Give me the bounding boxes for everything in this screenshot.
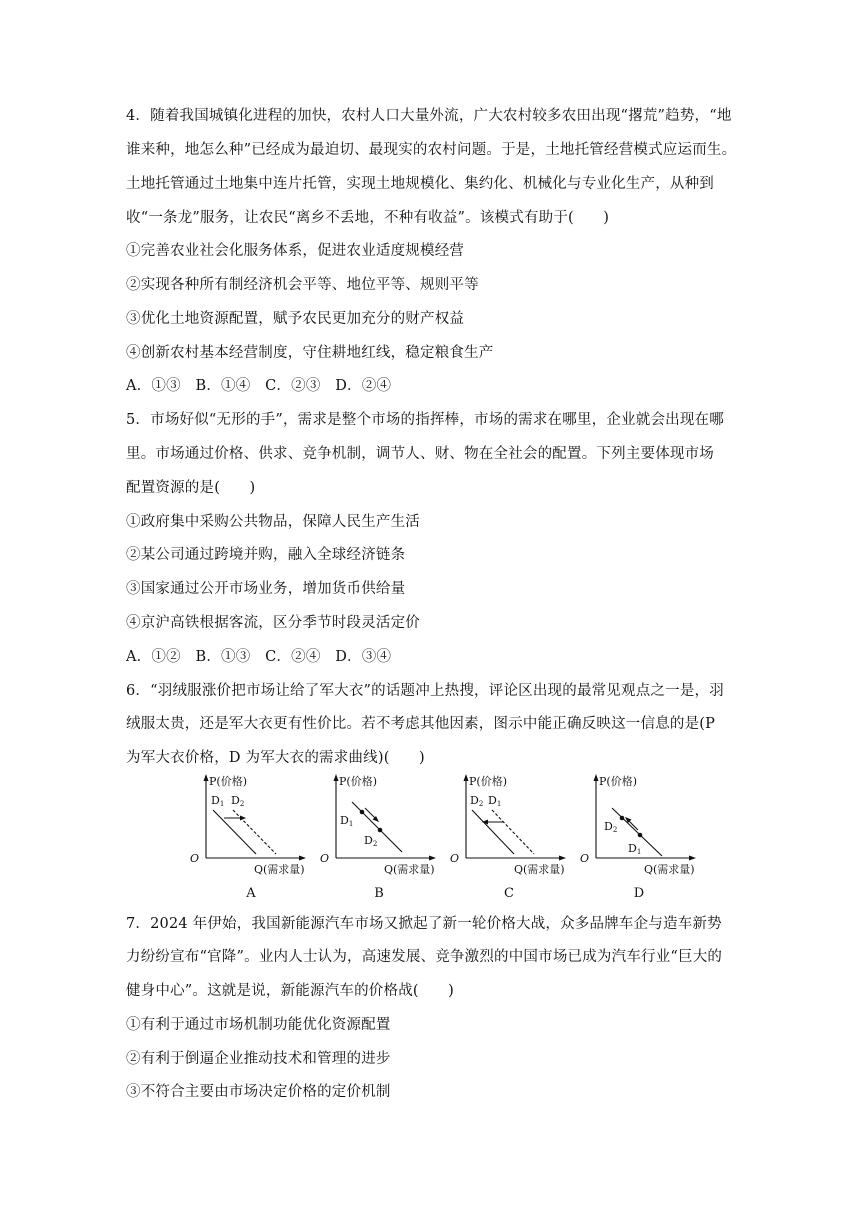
diagram-d xyxy=(576,772,706,904)
diagram-b-svg xyxy=(316,772,446,882)
question-4-stem-line: 收“一条龙”服务，让农民“离乡不丢地，不种有收益”。该模式有助于( ) xyxy=(126,210,610,226)
quantity-axis-arrow xyxy=(299,856,306,861)
d2-label: D2 xyxy=(604,820,618,834)
price-axis-arrow xyxy=(464,774,469,781)
price-axis-label: P(价格) xyxy=(599,775,637,788)
d1-label: D1 xyxy=(211,794,225,808)
quantity-axis-arrow xyxy=(689,856,696,861)
diagram-a xyxy=(186,772,316,904)
question-5-option-3: ③国家通过公开市场业务，增加货币供给量 xyxy=(126,581,406,597)
question-7-stem-line: 健身中心”。这就是说，新能源汽车的价格战( ) xyxy=(126,983,455,999)
origin-label: O xyxy=(190,852,200,865)
d1-label: D1 xyxy=(628,842,642,856)
origin-label: O xyxy=(320,852,330,865)
d1-label: D1 xyxy=(340,814,354,828)
demand-curve-d1 xyxy=(492,810,534,854)
d2-label: D2 xyxy=(470,794,484,808)
diagram-d-caption: D xyxy=(633,886,645,901)
price-axis-label: P(价格) xyxy=(469,775,507,788)
quantity-axis-arrow xyxy=(559,856,566,861)
diagram-b xyxy=(316,772,446,904)
point-d1 xyxy=(638,833,643,838)
diagram-a-svg xyxy=(186,772,316,882)
question-5-stem-line: 配置资源的是( ) xyxy=(126,480,256,496)
point-d2 xyxy=(620,816,625,821)
question-4-stem-line: 4．随着我国城镇化进程的加快，农村人口大量外流，广大农村较多农田出现“撂荒”趋势，“地 xyxy=(126,108,732,124)
d1-label: D1 xyxy=(488,794,502,808)
diagram-d-svg xyxy=(576,772,706,882)
question-7-option-1: ①有利于通过市场机制功能优化资源配置 xyxy=(126,1017,391,1033)
price-axis-label: P(价格) xyxy=(209,775,247,788)
demand-curve-diagrams xyxy=(180,772,700,904)
quantity-axis-label: Q(需求量) xyxy=(644,863,695,876)
demand-curve-d2 xyxy=(472,810,514,854)
question-4-stem-line: 谁来种，地怎么种”已经成为最迫切、最现实的农村问题。于是，土地托管经营模式应运而生。 xyxy=(126,142,737,158)
question-6-stem-line: 为军大衣价格，D 为军大衣的需求曲线)( ) xyxy=(126,750,425,766)
quantity-axis-label: Q(需求量) xyxy=(384,863,435,876)
question-7-option-3: ③不符合主要由市场决定价格的定价机制 xyxy=(126,1084,391,1100)
quantity-axis-label: Q(需求量) xyxy=(514,863,565,876)
d2-label: D2 xyxy=(231,794,245,808)
demand-curve-d2 xyxy=(233,810,276,854)
question-5-stem-line: 里。市场通过价格、供求、竞争机制，调节人、财、物在全社会的配置。下列主要体现市场 xyxy=(126,446,714,462)
d2-label: D2 xyxy=(364,834,378,848)
diagram-c xyxy=(446,772,576,904)
question-6-stem-line: 6．“羽绒服涨价把市场让给了军大衣”的话题冲上热搜，评论区出现的最常见观点之一是，羽 xyxy=(126,683,724,699)
question-5-option-4: ④京沪高铁根据客流，区分季节时段灵活定价 xyxy=(126,615,420,631)
question-4-stem-line: 土地托管通过土地集中连片托管，实现土地规模化、集约化、机械化与专业化生产，从种到 xyxy=(126,176,714,192)
price-axis-label: P(价格) xyxy=(339,775,377,788)
origin-label: O xyxy=(580,852,590,865)
question-4-option-2: ②实现各种所有制经济机会平等、地位平等、规则平等 xyxy=(126,277,479,293)
point-d2 xyxy=(378,828,383,833)
question-5-stem-line: 5．市场好似“无形的手”，需求是整个市场的指挥棒，市场的需求在哪里，企业就会出现在哪 xyxy=(126,412,724,428)
diagram-c-svg xyxy=(446,772,576,882)
quantity-axis-label: Q(需求量) xyxy=(254,863,305,876)
question-5-answer-choices: A．①② B．①③ C．②④ D．③④ xyxy=(126,649,392,665)
question-4-option-3: ③优化土地资源配置，赋予农民更加充分的财产权益 xyxy=(126,311,465,327)
diagram-b-caption: B xyxy=(374,886,384,901)
question-5-option-2: ②某公司通过跨境并购，融入全球经济链条 xyxy=(126,547,406,563)
question-5-option-1: ①政府集中采购公共物品，保障人民生产生活 xyxy=(126,514,420,530)
origin-label: O xyxy=(450,852,460,865)
question-7-option-2: ②有利于倒逼企业推动技术和管理的进步 xyxy=(126,1051,391,1067)
question-7-stem-line: 力纷纷宣布“官降”。业内人士认为，高速发展、竞争激烈的中国市场已成为汽车行业“巨大的 xyxy=(126,949,723,965)
demand-curve-d1 xyxy=(213,810,256,854)
point-d1 xyxy=(360,810,365,815)
question-7-stem-line: 7．2024 年伊始，我国新能源汽车市场又掀起了新一轮价格大战，众多品牌车企与造车新势 xyxy=(126,916,722,932)
question-4-option-1: ①完善农业社会化服务体系，促进农业适度规模经营 xyxy=(126,243,465,259)
price-axis-arrow xyxy=(204,774,209,781)
price-axis-arrow xyxy=(594,774,599,781)
price-axis-arrow xyxy=(334,774,339,781)
question-4-answer-choices: A．①③ B．①④ C．②③ D．②④ xyxy=(126,378,392,394)
question-6-stem-line: 绒服太贵，还是军大衣更有性价比。若不考虑其他因素，图示中能正确反映这一信息的是(P xyxy=(126,716,716,732)
question-4-option-4: ④创新农村基本经营制度，守住耕地红线，稳定粮食生产 xyxy=(126,345,494,361)
diagram-c-caption: C xyxy=(504,886,514,901)
quantity-axis-arrow xyxy=(429,856,436,861)
shift-arrowhead xyxy=(240,816,246,821)
diagram-a-caption: A xyxy=(246,886,256,901)
